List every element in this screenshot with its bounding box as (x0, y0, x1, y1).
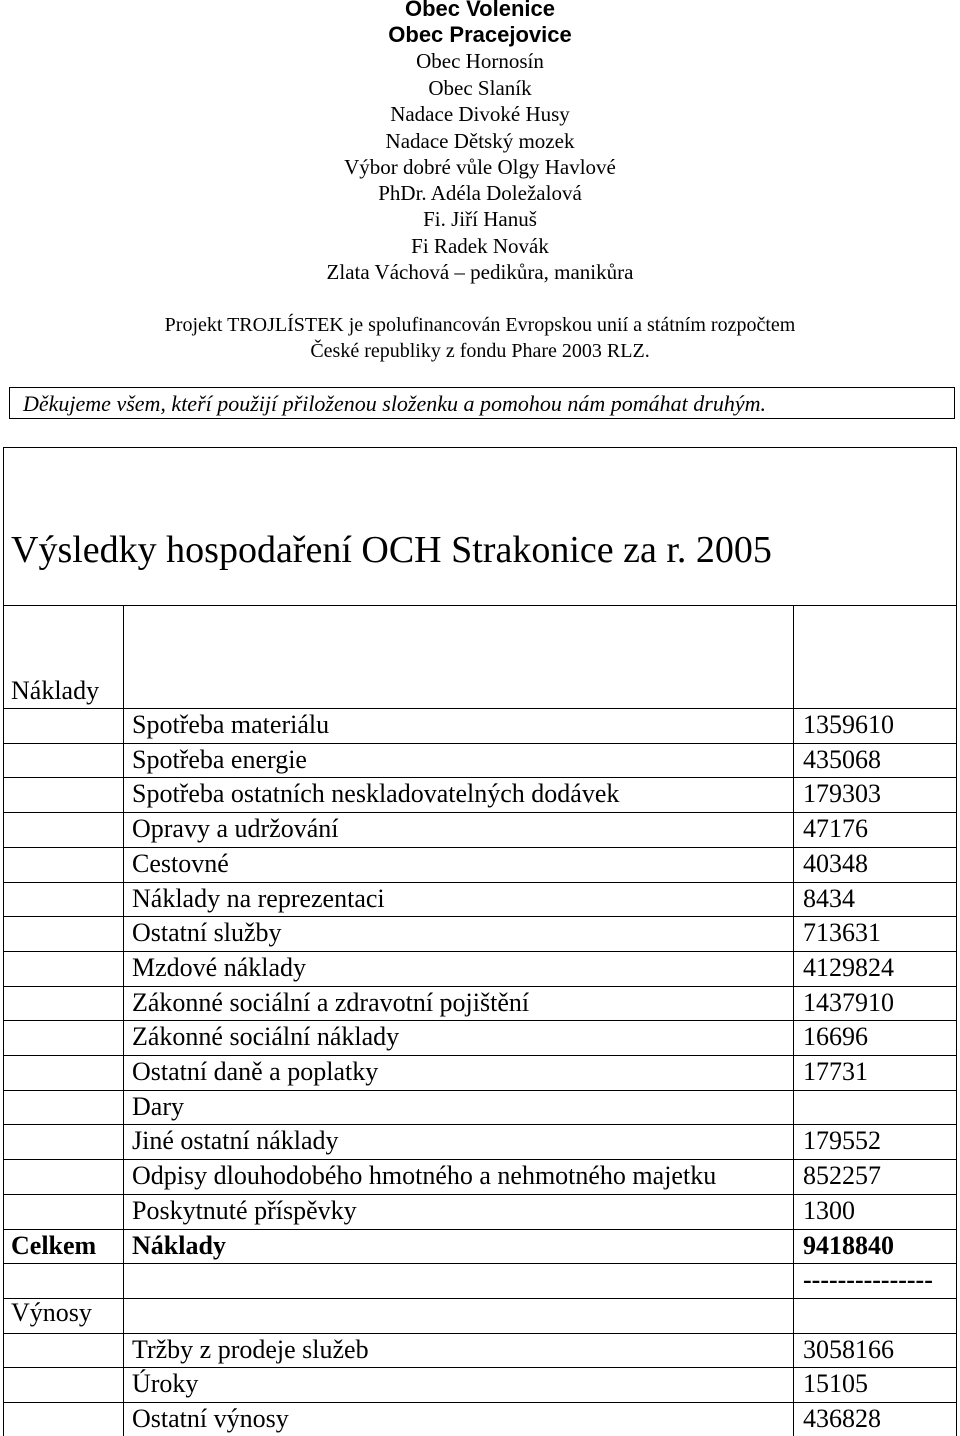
cost-item-name: Spotřeba materiálu (132, 710, 330, 739)
revenue-item-name: Ostatní výnosy (132, 1404, 289, 1433)
thanks-box (9, 387, 955, 419)
cost-item-name: Spotřeba energie (132, 744, 307, 774)
cost-item-name: Dary (132, 1091, 184, 1121)
cost-item-name: Mzdové náklady (132, 952, 307, 982)
sponsor-line: PhDr. Adéla Doležalová (378, 181, 582, 205)
cost-item-value: 713631 (803, 918, 881, 948)
cost-item-name: Ostatní daně a poplatky (132, 1057, 379, 1086)
cost-item-name: Spotřeba ostatních neskladovatelných dodávek (132, 779, 620, 809)
cost-item-value: 1300 (803, 1195, 855, 1225)
revenue-item-value: 3058166 (803, 1334, 894, 1364)
revenue-item-name: Tržby z prodeje služeb (132, 1334, 369, 1364)
total-value: 9418840 (803, 1230, 894, 1260)
cost-item-value: 47176 (803, 814, 868, 844)
sponsor-line: Zlata Váchová – pedikůra, manikůra (326, 260, 634, 284)
sponsor-line: Nadace Divoké Husy (390, 102, 570, 126)
cost-item-name: Odpisy dlouhodobého hmotného a nehmotného majetku (132, 1161, 717, 1191)
revenue-item-value: 15105 (803, 1369, 868, 1399)
cost-item-value: 17731 (803, 1057, 868, 1086)
results-title: Výsledky hospodaření OCH Strakonice za r. 2005 (11, 529, 772, 571)
cost-item-value: 852257 (803, 1161, 881, 1191)
cost-item-value: 1359610 (803, 710, 894, 739)
cost-item-value: 4129824 (803, 952, 894, 982)
cost-item-name: Cestovné (132, 848, 229, 878)
project-line-1: Projekt TROJLÍSTEK je spolufinancován Evropskou unií a státním rozpočtem (164, 314, 796, 336)
revenue-label: Výnosy (11, 1297, 92, 1327)
costs-label: Náklady (11, 676, 100, 705)
total-label: Celkem (11, 1230, 97, 1260)
cost-item-name: Zákonné sociální a zdravotní pojištění (132, 987, 530, 1017)
cost-item-value: 435068 (803, 744, 881, 774)
revenue-item-value: 436828 (803, 1404, 881, 1433)
thanks-text: Děkujeme všem, kteří použijí přiloženou složenku a pomohou nám pomáhat druhým. (23, 391, 767, 416)
sponsor-line: Obec Hornosín (416, 49, 544, 73)
total-name: Náklady (132, 1230, 226, 1260)
cost-item-value: 8434 (803, 883, 855, 913)
cost-item-value: 179552 (803, 1126, 881, 1156)
cost-item-name: Ostatní služby (132, 918, 282, 948)
table-top-rule (3, 605, 957, 606)
cost-item-value: 1437910 (803, 987, 894, 1017)
cost-item-name: Opravy a udržování (132, 814, 339, 844)
cost-item-value: 179303 (803, 779, 881, 809)
sponsor-line: Obec Volenice (405, 0, 555, 21)
project-line-2: České republiky z fondu Phare 2003 RLZ. (310, 340, 650, 362)
cost-item-name: Náklady na reprezentaci (132, 883, 385, 913)
cost-item-name: Jiné ostatní náklady (132, 1126, 339, 1156)
sponsor-line: Fi. Jiří Hanuš (423, 207, 537, 231)
sponsor-line: Fi Radek Novák (411, 234, 549, 258)
total-separator: --------------- (803, 1265, 933, 1295)
cost-item-value: 16696 (803, 1022, 868, 1052)
sponsor-line: Obec Slaník (428, 76, 532, 100)
row-rule (3, 1298, 957, 1299)
cost-item-name: Poskytnuté příspěvky (132, 1195, 357, 1225)
cost-item-name: Zákonné sociální náklady (132, 1022, 400, 1052)
revenue-item-name: Úroky (132, 1369, 199, 1399)
cost-item-value: 40348 (803, 848, 868, 878)
sponsor-line: Nadace Dětský mozek (385, 129, 575, 153)
sponsor-line: Výbor dobré vůle Olgy Havlové (344, 155, 616, 179)
sponsor-line: Obec Pracejovice (388, 22, 572, 47)
